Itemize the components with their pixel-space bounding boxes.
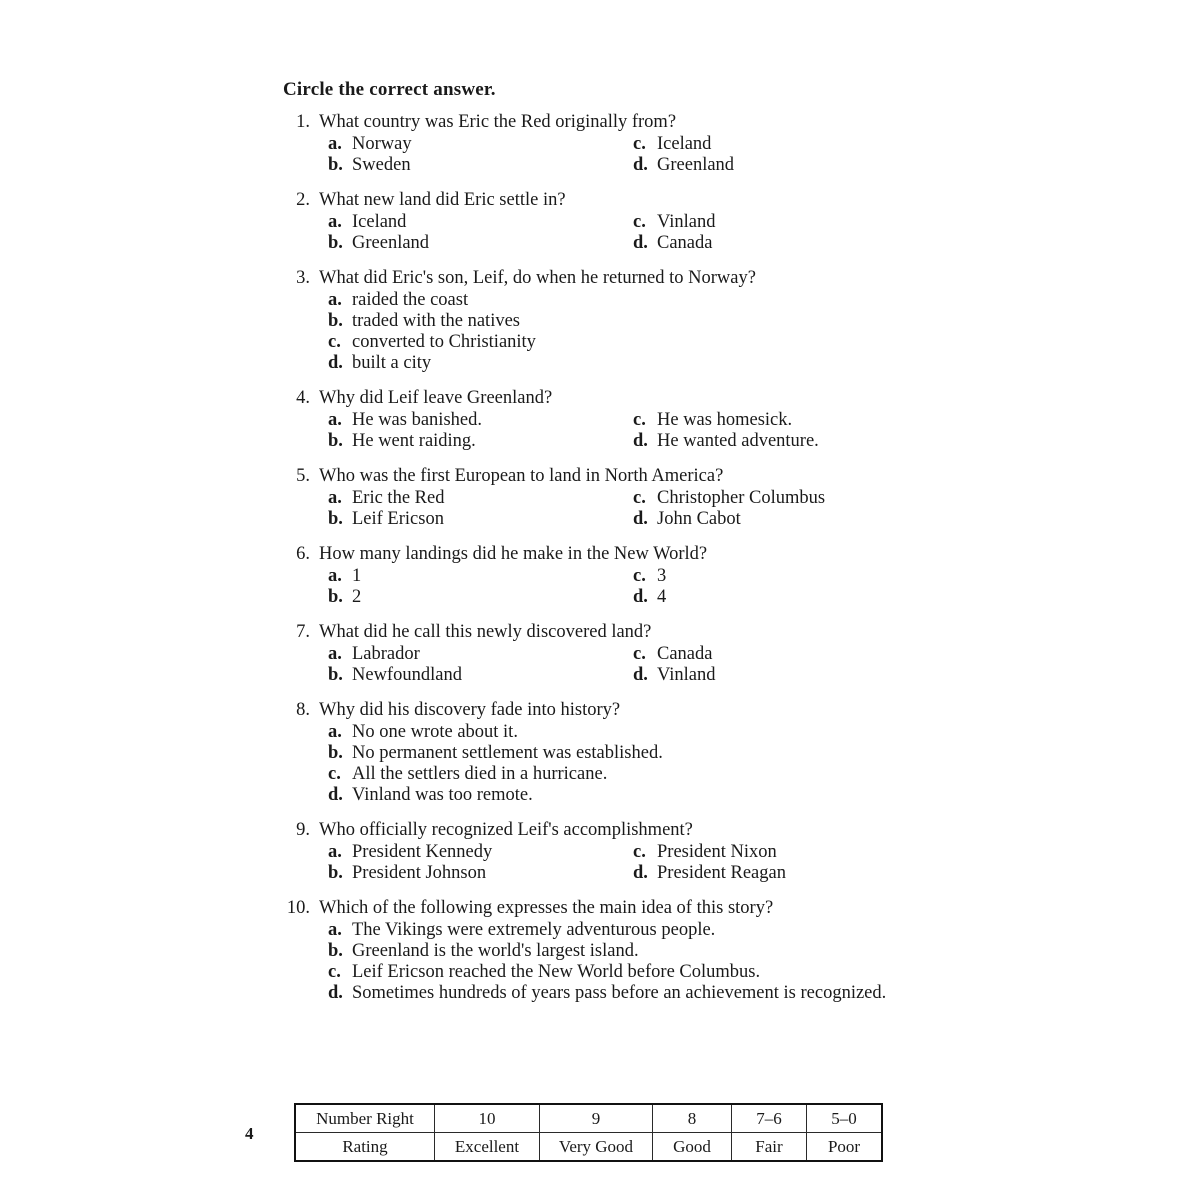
table-cell: Fair <box>732 1133 807 1162</box>
table-cell: 9 <box>540 1104 653 1133</box>
table-cell: 8 <box>653 1104 732 1133</box>
question-text: What did Eric's son, Leif, do when he returned to Norway? <box>319 268 756 288</box>
option-letter: b. <box>328 155 343 175</box>
option-text: Iceland <box>657 134 712 154</box>
option-letter: a. <box>328 290 342 310</box>
option-text: Leif Ericson <box>352 509 444 529</box>
answer-option[interactable] <box>633 566 923 587</box>
answer-option[interactable] <box>633 587 923 608</box>
option-letter: d. <box>633 587 648 607</box>
question-number: 6. <box>296 544 310 564</box>
option-text: 1 <box>352 566 362 586</box>
option-letter: b. <box>328 431 343 451</box>
question-block <box>283 820 923 884</box>
option-letter: c. <box>328 332 341 352</box>
option-letter: d. <box>633 233 648 253</box>
question-block <box>283 544 923 608</box>
table-cell: 10 <box>435 1104 540 1133</box>
option-letter: c. <box>328 962 341 982</box>
answer-option[interactable] <box>633 644 923 665</box>
table-cell: Good <box>653 1133 732 1162</box>
question-number: 5. <box>296 466 310 486</box>
answer-option[interactable] <box>328 290 923 311</box>
answer-option[interactable] <box>633 842 923 863</box>
option-text: Greenland <box>352 233 430 253</box>
question-number: 10. <box>286 898 310 918</box>
option-letter: d. <box>633 431 648 451</box>
option-text: Greenland is the world's largest island. <box>352 941 639 961</box>
option-text: 2 <box>352 587 362 607</box>
question-number: 2. <box>296 190 310 210</box>
option-letter: b. <box>328 509 343 529</box>
table-row <box>295 1104 882 1133</box>
answer-option[interactable] <box>328 920 923 941</box>
answer-option[interactable] <box>633 431 923 452</box>
answer-option[interactable] <box>328 785 923 806</box>
directions-heading: Circle the correct answer. <box>283 79 496 100</box>
question-line <box>283 268 923 289</box>
option-letter: b. <box>328 743 343 763</box>
answer-option[interactable] <box>328 353 923 374</box>
answer-option[interactable] <box>328 983 923 1004</box>
option-text: converted to Christianity <box>352 332 536 352</box>
option-letter: b. <box>328 587 343 607</box>
answer-options <box>283 722 923 806</box>
option-letter: a. <box>328 722 342 742</box>
question-block <box>283 700 923 806</box>
answer-option[interactable] <box>328 431 633 452</box>
question-number: 1. <box>296 112 310 132</box>
option-letter: a. <box>328 566 342 586</box>
question-line <box>283 622 923 643</box>
question-line <box>283 898 923 919</box>
option-text: Sometimes hundreds of years pass before an achievement is recognized. <box>352 983 887 1003</box>
option-text: John Cabot <box>657 509 741 529</box>
option-text: Greenland <box>657 155 735 175</box>
answer-option[interactable] <box>328 962 923 983</box>
option-text: Sweden <box>352 155 411 175</box>
answer-option[interactable] <box>328 644 633 665</box>
question-line <box>283 466 923 487</box>
option-text: Newfoundland <box>352 665 462 685</box>
answer-option[interactable] <box>328 587 633 608</box>
answer-option[interactable] <box>633 155 923 176</box>
option-text: Eric the Red <box>352 488 445 508</box>
option-letter: c. <box>633 212 646 232</box>
table-cell: Poor <box>807 1133 883 1162</box>
score-table-body <box>295 1104 882 1161</box>
question-list <box>283 112 923 1018</box>
answer-option[interactable] <box>328 941 923 962</box>
answer-option[interactable] <box>633 488 923 509</box>
answer-option[interactable] <box>328 332 923 353</box>
answer-option[interactable] <box>328 509 633 530</box>
answer-option[interactable] <box>328 722 923 743</box>
question-block <box>283 112 923 176</box>
option-letter: a. <box>328 644 342 664</box>
answer-option[interactable] <box>633 863 923 884</box>
answer-option[interactable] <box>633 212 923 233</box>
answer-option[interactable] <box>328 764 923 785</box>
table-cell: 7–6 <box>732 1104 807 1133</box>
option-letter: d. <box>633 665 648 685</box>
option-text: President Nixon <box>657 842 777 862</box>
answer-options <box>283 842 923 884</box>
table-cell: Excellent <box>435 1133 540 1162</box>
option-text: No permanent settlement was established. <box>352 743 663 763</box>
answer-option[interactable] <box>328 665 633 686</box>
option-text: built a city <box>352 353 432 373</box>
option-text: Vinland was too remote. <box>352 785 533 805</box>
option-text: Labrador <box>352 644 420 664</box>
option-letter: a. <box>328 488 342 508</box>
option-text: 4 <box>657 587 667 607</box>
question-block <box>283 190 923 254</box>
option-text: He was banished. <box>352 410 482 430</box>
option-text: Vinland <box>657 665 716 685</box>
answer-option[interactable] <box>328 842 633 863</box>
option-letter: d. <box>633 863 648 883</box>
question-line <box>283 544 923 565</box>
score-table <box>294 1103 883 1162</box>
score-table-container <box>294 1103 883 1162</box>
answer-option[interactable] <box>328 212 633 233</box>
answer-options <box>283 212 923 254</box>
option-letter: c. <box>633 134 646 154</box>
answer-option[interactable] <box>633 134 923 155</box>
option-letter: b. <box>328 665 343 685</box>
option-text: He was homesick. <box>657 410 793 430</box>
row-label-cell: Number Right <box>295 1104 435 1133</box>
option-text: He went raiding. <box>352 431 476 451</box>
option-letter: d. <box>328 785 343 805</box>
option-text: President Kennedy <box>352 842 493 862</box>
answer-option[interactable] <box>328 311 923 332</box>
option-letter: b. <box>328 311 343 331</box>
answer-options <box>283 488 923 530</box>
option-text: Iceland <box>352 212 407 232</box>
question-line <box>283 700 923 721</box>
question-text: What did he call this newly discovered land? <box>319 622 652 642</box>
option-text: raided the coast <box>352 290 469 310</box>
question-line <box>283 820 923 841</box>
question-text: Why did Leif leave Greenland? <box>319 388 553 408</box>
row-label-cell: Rating <box>295 1133 435 1162</box>
question-block <box>283 466 923 530</box>
question-text: Which of the following expresses the main idea of this story? <box>319 898 774 918</box>
question-number: 8. <box>296 700 310 720</box>
answer-option[interactable] <box>328 566 633 587</box>
option-letter: b. <box>328 863 343 883</box>
question-text: Who was the first European to land in North America? <box>319 466 724 486</box>
table-cell: Very Good <box>540 1133 653 1162</box>
answer-option[interactable] <box>633 509 923 530</box>
option-letter: d. <box>328 353 343 373</box>
option-text: Christopher Columbus <box>657 488 826 508</box>
answer-option[interactable] <box>328 134 633 155</box>
option-letter: c. <box>633 842 646 862</box>
option-text: Canada <box>657 233 713 253</box>
option-letter: d. <box>633 509 648 529</box>
option-text: Leif Ericson reached the New World before Columbus. <box>352 962 761 982</box>
question-number: 4. <box>296 388 310 408</box>
option-text: Canada <box>657 644 713 664</box>
option-text: All the settlers died in a hurricane. <box>352 764 608 784</box>
option-letter: b. <box>328 941 343 961</box>
answer-option[interactable] <box>633 233 923 254</box>
option-letter: a. <box>328 410 342 430</box>
answer-option[interactable] <box>328 155 633 176</box>
question-number: 3. <box>296 268 310 288</box>
option-letter: a. <box>328 134 342 154</box>
question-line <box>283 190 923 211</box>
question-text: Why did his discovery fade into history? <box>319 700 621 720</box>
answer-options <box>283 290 923 374</box>
answer-options <box>283 920 923 1004</box>
answer-option[interactable] <box>633 410 923 431</box>
option-letter: c. <box>633 410 646 430</box>
option-letter: c. <box>633 488 646 508</box>
option-text: 3 <box>657 566 667 586</box>
question-block <box>283 388 923 452</box>
answer-options <box>283 410 923 452</box>
question-text: What new land did Eric settle in? <box>319 190 566 210</box>
question-line <box>283 112 923 133</box>
option-text: President Johnson <box>352 863 487 883</box>
option-text: No one wrote about it. <box>352 722 518 742</box>
option-text: He wanted adventure. <box>657 431 819 451</box>
answer-options <box>283 134 923 176</box>
answer-option[interactable] <box>328 488 633 509</box>
option-letter: a. <box>328 212 342 232</box>
page-number: 4 <box>245 1124 254 1143</box>
question-block <box>283 622 923 686</box>
option-text: Vinland <box>657 212 716 232</box>
answer-option[interactable] <box>328 233 633 254</box>
answer-option[interactable] <box>328 410 633 431</box>
question-number: 9. <box>296 820 310 840</box>
option-letter: c. <box>328 764 341 784</box>
answer-options <box>283 644 923 686</box>
option-letter: b. <box>328 233 343 253</box>
question-text: What country was Eric the Red originally from? <box>319 112 677 132</box>
option-text: The Vikings were extremely adventurous people. <box>352 920 716 940</box>
question-number: 7. <box>296 622 310 642</box>
answer-option[interactable] <box>328 863 633 884</box>
option-letter: d. <box>633 155 648 175</box>
option-letter: c. <box>633 644 646 664</box>
question-text: Who officially recognized Leif's accomplishment? <box>319 820 693 840</box>
table-cell: 5–0 <box>807 1104 883 1133</box>
option-letter: a. <box>328 920 342 940</box>
option-text: traded with the natives <box>352 311 520 331</box>
answer-options <box>283 566 923 608</box>
table-row <box>295 1133 882 1162</box>
question-line <box>283 388 923 409</box>
answer-option[interactable] <box>633 665 923 686</box>
option-letter: c. <box>633 566 646 586</box>
option-letter: a. <box>328 842 342 862</box>
answer-option[interactable] <box>328 743 923 764</box>
question-block <box>283 898 923 1004</box>
question-text: How many landings did he make in the New World? <box>319 544 708 564</box>
option-text: Norway <box>352 134 412 154</box>
option-text: President Reagan <box>657 863 786 883</box>
question-block <box>283 268 923 374</box>
option-letter: d. <box>328 983 343 1003</box>
